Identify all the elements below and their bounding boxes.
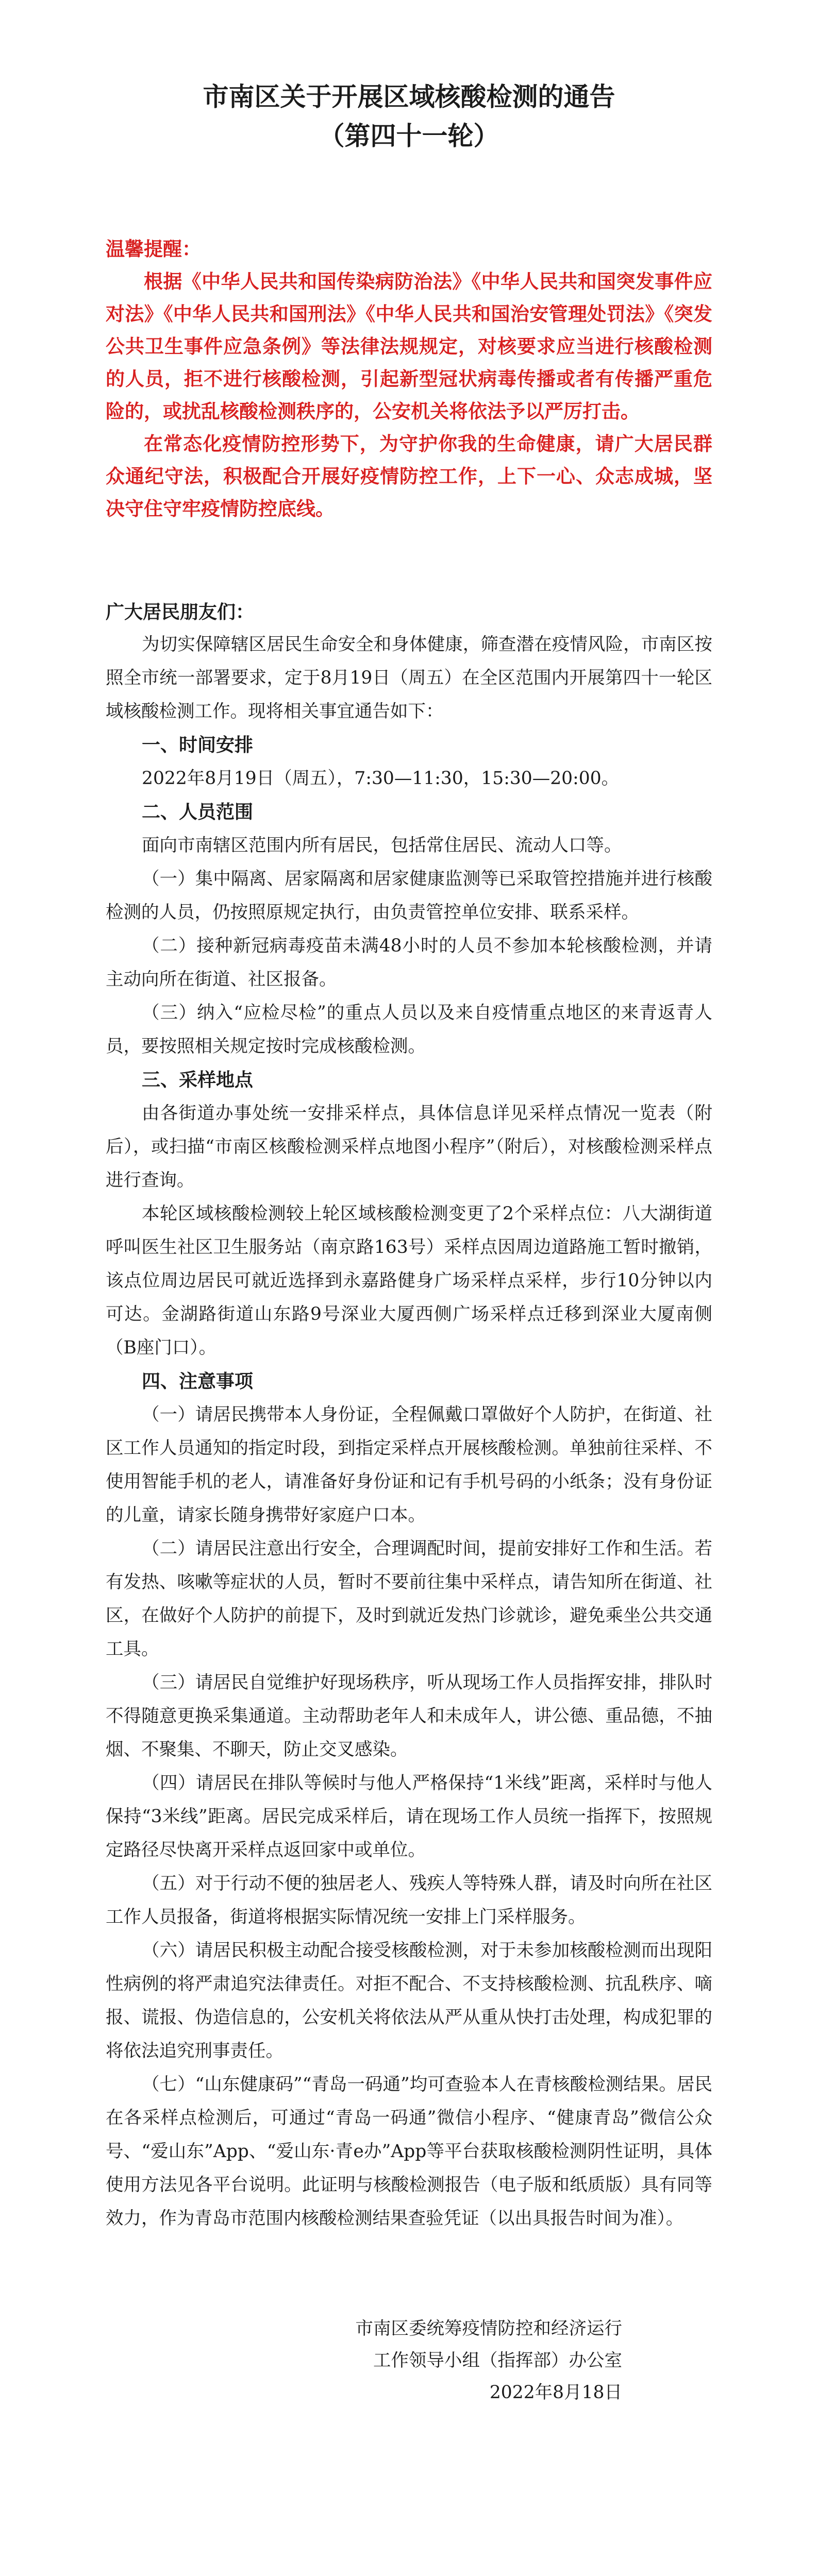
- intro-paragraph: 为切实保障辖区居民生命安全和身体健康，筛查潜在疫情风险，市南区按照全市统一部署要求，定于8月19日（周五）在全区范围内开展第四十一轮区域核酸检测工作。现将相关事宜通告如下：: [106, 634, 712, 722]
- section-heading-notes: 四、注意事项: [142, 1371, 254, 1392]
- title-line-1: 市南区关于开展区域核酸检测的通告: [203, 82, 615, 112]
- notes-paragraph: （六）请居民积极主动配合接受核酸检测，对于未参加核酸检测而出现阳性病例的将严肃追究法律责任。对拒不配合、不支持核酸检测、抗乱秩序、嘀报、谎报、伪造信息的，公安机关将依法从严从重从快打击处理，构成犯罪的将依法追究刑事责任。: [106, 1940, 712, 2061]
- scope-paragraph: 面向市南辖区范围内所有居民，包括常住居民、流动人口等。: [142, 835, 622, 856]
- notes-paragraph: （四）请居民在排队等候时与他人严格保持“1米线”距离，采样时与他人保持“3米线”距离。居民完成采样后，请在现场工作人员统一指挥下，按照规定路径尽快离开采样点返回家中或单位。: [106, 1773, 712, 1860]
- notes-paragraph: （一）请居民携带本人身份证，全程佩戴口罩做好个人防护，在街道、社区工作人员通知的指定时段，到指定采样点开展核酸检测。单独前往采样、不使用智能手机的老人，请准备好身份证和记有手机号码的小纸条；没有身份证的儿童，请家长随身携带好家庭户口本。: [106, 1404, 712, 1526]
- signature-date: 2022年8月18日: [489, 2382, 622, 2403]
- signature-org-line-2: 工作领导小组（指挥部）办公室: [373, 2350, 622, 2371]
- signature-org-line-1: 市南区委统筹疫情防控和经济运行: [355, 2318, 622, 2339]
- notice-paragraph-2: 在常态化疫情防控形势下，为守护你我的生命健康，请广大居民群众通纪守法，积极配合开展好疫情防控工作，上下一心、众志成城，坚决守住守牢疫情防控底线。: [106, 433, 712, 520]
- notes-paragraph: （三）请居民自觉维护好现场秩序，听从现场工作人员指挥安排，排队时不得随意更换采集通道。主动帮助老年人和未成年人，讲公德、重品德，不抽烟、不聚集、不聊天，防止交叉感染。: [106, 1672, 712, 1760]
- announcement-body: [106, 628, 712, 2235]
- time-paragraph: 2022年8月19日（周五），7:30—11:30，15:30—20:00。: [142, 768, 620, 789]
- section-heading-scope: 二、人员范围: [142, 802, 254, 823]
- sites-paragraph: 由各街道办事处统一安排采样点，具体信息详见采样点情况一览表（附后），或扫描“市南区核酸检测采样点地图小程序”（附后），对核酸检测采样点进行查询。: [106, 1103, 712, 1191]
- section-heading-time: 一、时间安排: [142, 735, 254, 756]
- scope-paragraph: （一）集中隔离、居家隔离和居家健康监测等已采取管控措施并进行核酸检测的人员，仍按照原规定执行，由负责管控单位安排、联系采样。: [106, 869, 712, 923]
- notes-paragraph: （七）“山东健康码”“青岛一码通”均可查验本人在青核酸检测结果。居民在各采样点检测后，可通过“青岛一码通”微信小程序、“健康青岛”微信公众号、“爱山东”App、“爱山东·青e办”App等平台获取核酸检测阴性证明，具体使用方法见各平台说明。此证明与核酸检测报告（电子版和纸质版）具有同等效力，作为青岛市范围内核酸检测结果查验凭证（以出具报告时间为准）。: [106, 2074, 712, 2229]
- greeting: 广大居民朋友们：: [106, 602, 255, 623]
- sites-paragraph: 本轮区域核酸检测较上轮区域核酸检测变更了2个采样点位：八大湖街道呼叫医生社区卫生服务站（南京路163号）采样点因周边道路施工暂时撤销，该点位周边居民可就近选择到永嘉路健身广场采样点采样，步行10分钟以内可达。金湖路街道山东路9号深业大厦西侧广场采样点迁移到深业大厦南侧（B座门口）。: [106, 1204, 712, 1358]
- warning-notice: [106, 233, 712, 525]
- scope-paragraph: （二）接种新冠病毒疫苗未满48小时的人员不参加本轮核酸检测，并请主动向所在街道、社区报备。: [106, 936, 712, 990]
- notice-heading: 温馨提醒：: [106, 238, 201, 260]
- signature-block: [106, 2313, 712, 2409]
- section-heading-sites: 三、采样地点: [142, 1070, 254, 1091]
- notes-paragraph: （五）对于行动不便的独居老人、残疾人等特殊人群，请及时向所在社区工作人员报备，街道将根据实际情况统一安排上门采样服务。: [106, 1873, 712, 1927]
- scope-paragraph: （三）纳入“应检尽检”的重点人员以及来自疫情重点地区的来青返青人员，要按照相关规定按时完成核酸检测。: [106, 1003, 712, 1057]
- title-line-2: （第四十一轮）: [319, 121, 499, 151]
- notes-paragraph: （二）请居民注意出行安全，合理调配时间，提前安排好工作和生活。若有发热、咳嗽等症状的人员，暂时不要前往集中采样点，请告知所在街道、社区，在做好个人防护的前提下，及时到就近发热门诊就诊，避免乘坐公共交通工具。: [106, 1538, 712, 1659]
- notice-paragraph-1: 根据《中华人民共和国传染病防治法》《中华人民共和国突发事件应对法》《中华人民共和国刑法》《中华人民共和国治安管理处罚法》《突发公共卫生事件应急条例》等法律法规规定，对核要求应当进行核酸检测的人员，拒不进行核酸检测，引起新型冠状病毒传播或者有传播严重危险的，或扰乱核酸检测秩序的，公安机关将依法予以严厉打击。: [106, 270, 712, 422]
- page-title: [106, 77, 712, 156]
